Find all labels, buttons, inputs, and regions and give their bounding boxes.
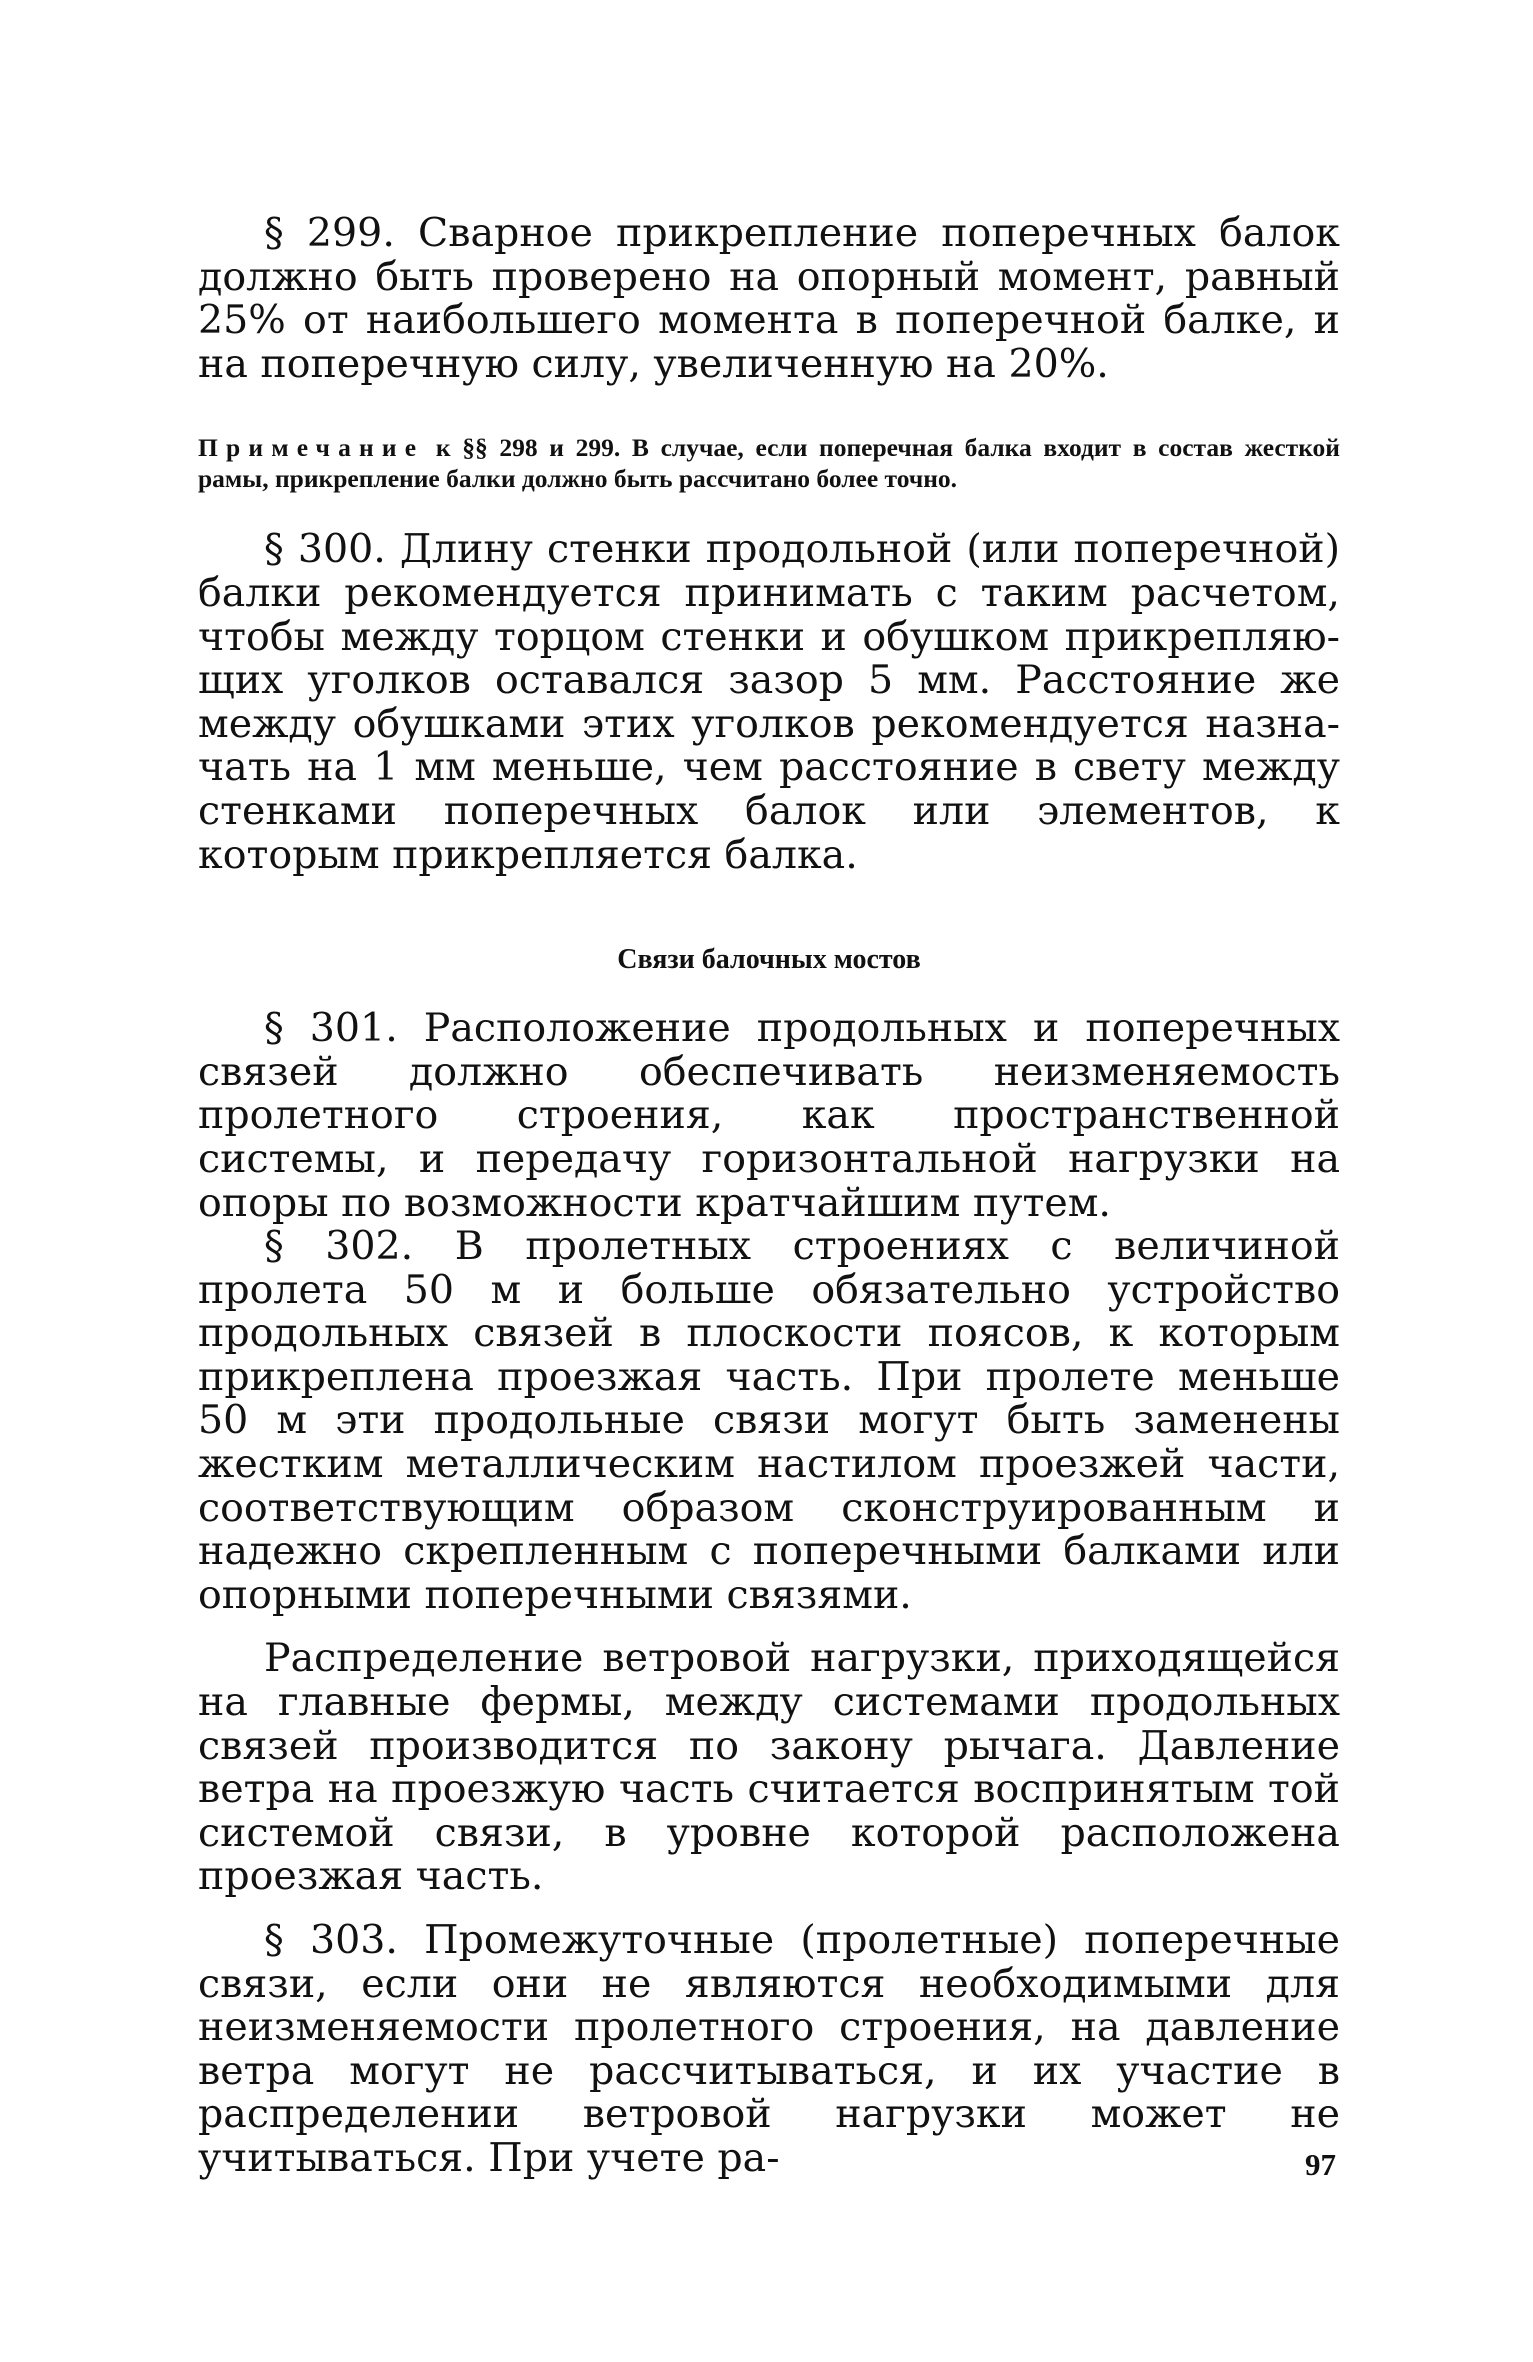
section-heading: Связи балочных мостов — [617, 944, 921, 976]
paragraph-302: § 302. В пролетных строениях с величиной пролета 50 м и больше обязательно устройство продольных связей в плоскости поясов, к которым прикреплена проезжая часть. При пролете меньше 50 м эти продольные связи могут быть заменены жестким металлическим настилом проезжей части, соответствующим образом сконструированным и надежно скрепленным с поперечными балками или опорными поперечными связями. — [198, 1223, 1340, 1618]
paragraph-300: § 300. Длину стенки продольной (или поперечной) балки рекомендуется принимать с таким расчетом, чтобы между торцом стенки и обушком прикрепляющих уголков оставался зазор 5 мм. Расстояние же между обушками этих уголков рекомендуется назначать на 1 мм меньше, чем расстояние в свету между стенками поперечных балок или элементов, к которым прикрепляется балка. — [198, 526, 1340, 878]
note-298-299 — [198, 432, 1340, 494]
paragraph-299: § 299. Сварное прикрепление поперечных балок должно быть проверено на опорный момент, равный 25% от наибольшего момента в поперечной балке, и на поперечную силу, увеличенную на 20%. — [198, 210, 1340, 387]
page-number: 97 — [1305, 2147, 1336, 2182]
paragraph-302-continued: Распределение ветровой нагрузки, приходящейся на главные фермы, между системами продольных связей производится по закону рычага. Давление ветра на проезжую часть считается воспринятым той системой связи, в уровне которой расположена проезжая часть. — [198, 1635, 1340, 1900]
paragraph-303: § 303. Промежуточные (пролетные) поперечные связи, если они не являются необходимыми для неизменяемости пролетного строения, на давление ветра могут не рассчитываться, и их участие в распределении ветровой нагрузки может не учитываться. При учете ра- — [198, 1917, 1340, 2181]
note-text: к §§ 298 и 299. В случае, если поперечная балка входит в состав жесткой рамы, прикрепление балки должно быть рассчитано более точно. — [198, 433, 1340, 494]
page-content — [198, 212, 1340, 2181]
note-label: Примечание — [198, 433, 425, 463]
paragraph-301: § 301. Расположение продольных и поперечных связей должно обеспечивать неизменяемость пролетного строения, как пространственной системы, и передачу горизонтальной нагрузки на опоры по возможности кратчайшим путем. — [198, 1005, 1340, 1226]
